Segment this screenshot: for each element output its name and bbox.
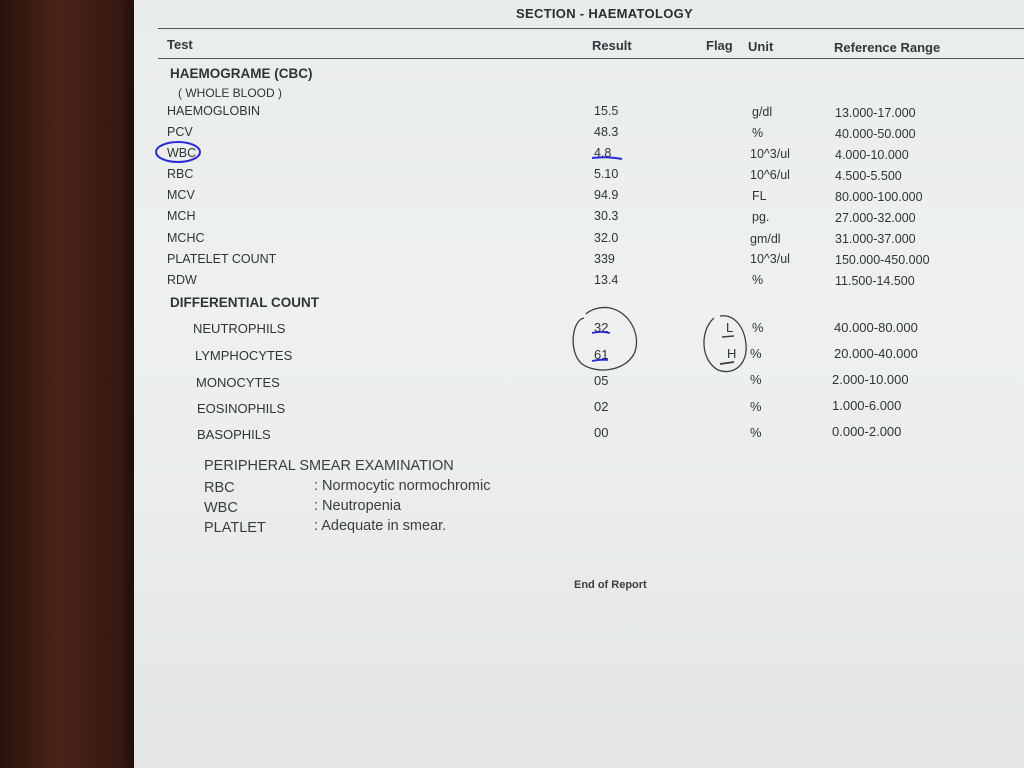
test-name: HAEMOGLOBIN (167, 104, 261, 118)
test-result: 00 (594, 425, 609, 440)
test-name: MONOCYTES (196, 375, 280, 390)
flag-high: H (727, 346, 737, 361)
test-unit: % (752, 320, 764, 335)
test-result: 13.4 (594, 273, 619, 287)
reference-range: 20.000-40.000 (834, 346, 918, 361)
test-name: PCV (167, 125, 193, 139)
smear-label: WBC (204, 500, 238, 516)
column-header-flag: Flag (706, 38, 733, 53)
test-name: EOSINOPHILS (197, 401, 286, 416)
smear-value: : Adequate in smear. (314, 518, 447, 534)
test-unit: g/dl (752, 105, 773, 119)
test-result: 61 (594, 347, 609, 362)
test-unit: 10^3/ul (750, 252, 790, 266)
test-result: 4.8 (594, 146, 612, 160)
reference-range: 0.000-2.000 (832, 424, 902, 439)
test-unit: % (750, 399, 762, 414)
test-unit: % (750, 372, 762, 387)
test-name: MCH (167, 209, 196, 223)
reference-range: 40.000-50.000 (835, 127, 916, 141)
test-name: LYMPHOCYTES (195, 348, 293, 363)
reference-range: 27.000-32.000 (835, 211, 916, 225)
smear-label: PLATLET (204, 520, 266, 536)
test-result: 48.3 (594, 125, 619, 139)
smear-label: RBC (204, 480, 235, 496)
test-result: 5.10 (594, 167, 619, 181)
test-result: 02 (594, 399, 609, 414)
test-unit: % (750, 346, 762, 361)
differential-count-title: DIFFERENTIAL COUNT (170, 295, 319, 310)
section-title: SECTION - HAEMATOLOGY (516, 6, 693, 21)
test-name: PLATELET COUNT (167, 252, 277, 266)
test-unit: % (750, 425, 762, 440)
flag-low-underline (722, 336, 734, 337)
reference-range: 13.000-17.000 (835, 106, 916, 120)
test-name: MCHC (167, 231, 205, 245)
reference-range: 150.000-450.000 (835, 253, 930, 267)
smear-title: PERIPHERAL SMEAR EXAMINATION (204, 458, 454, 474)
reference-range: 4.000-10.000 (835, 148, 909, 162)
lab-report-page (134, 0, 1024, 768)
test-result: 05 (594, 373, 609, 388)
test-unit: 10^6/ul (750, 168, 790, 182)
smear-value: : Normocytic normochromic (314, 478, 491, 494)
flag-low: L (726, 320, 734, 335)
reference-range: 40.000-80.000 (834, 320, 918, 335)
test-name: BASOPHILS (197, 427, 271, 442)
test-result: 32 (594, 320, 609, 335)
column-header-result: Result (592, 38, 632, 53)
header-bottom-rule (158, 58, 1024, 59)
test-result: 15.5 (594, 104, 619, 118)
group-subtitle-specimen: ( WHOLE BLOOD ) (178, 86, 283, 100)
column-header-reference-range: Reference Range (834, 40, 941, 55)
test-name: RBC (167, 167, 194, 181)
test-unit: 10^3/ul (750, 147, 790, 161)
test-result: 30.3 (594, 209, 619, 223)
header-top-rule (158, 28, 1024, 29)
test-unit: FL (752, 189, 767, 203)
test-name: NEUTROPHILS (193, 321, 286, 336)
reference-range: 4.500-5.500 (835, 169, 902, 183)
test-result: 32.0 (594, 231, 619, 245)
test-unit: pg. (752, 210, 770, 224)
test-result: 339 (594, 252, 615, 266)
test-name: WBC (167, 146, 197, 160)
wooden-table-background (0, 0, 150, 768)
column-header-unit: Unit (748, 39, 774, 54)
column-header-test: Test (167, 37, 193, 52)
test-result: 94.9 (594, 188, 619, 202)
reference-range: 31.000-37.000 (835, 232, 916, 246)
group-title-cbc: HAEMOGRAME (CBC) (170, 66, 313, 81)
test-name: MCV (167, 188, 195, 202)
flag-high-underline (720, 362, 734, 364)
test-unit: % (752, 126, 764, 140)
reference-range: 1.000-6.000 (832, 398, 902, 413)
reference-range: 11.500-14.500 (835, 274, 915, 288)
smear-value: : Neutropenia (314, 498, 402, 514)
test-unit: gm/dl (750, 232, 781, 246)
reference-range: 2.000-10.000 (832, 372, 909, 387)
reference-range: 80.000-100.000 (835, 190, 923, 204)
test-unit: % (752, 273, 764, 287)
test-name: RDW (167, 273, 197, 287)
end-of-report: End of Report (574, 579, 647, 591)
